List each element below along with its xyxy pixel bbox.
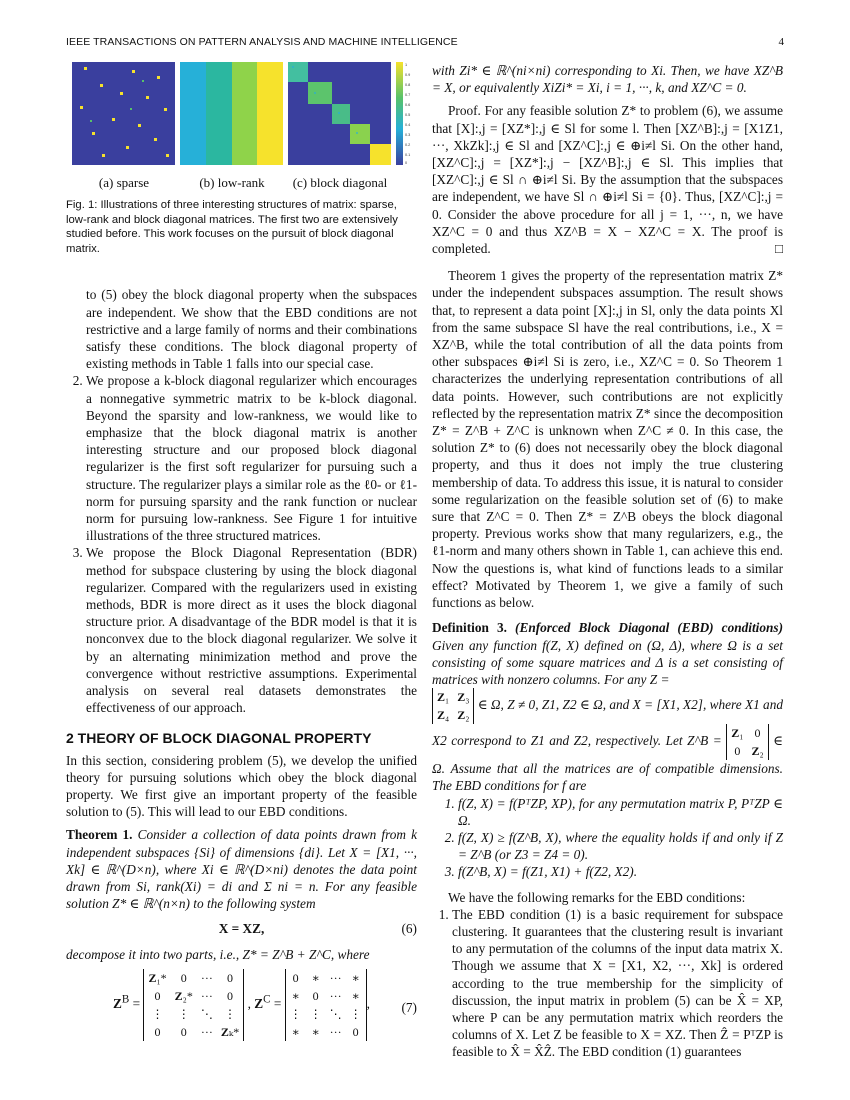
subcaption-sparse: (a) sparse — [98, 175, 150, 190]
matrix-z-blocks: Z₁ Z₃ Z₄ Z₂ — [432, 688, 474, 724]
colorbar-tick: 0.3 — [405, 133, 411, 137]
ebd-condition-1: 1. f(Z, X) = f(PᵀZP, XP), for any permutation matrix P, PᵀZP ∈ Ω. — [458, 795, 783, 829]
remarks-list — [432, 906, 783, 1061]
journal-header: IEEE TRANSACTIONS ON PATTERN ANALYSIS AND MACHINE INTELLIGENCE — [66, 36, 458, 48]
proof-paragraph — [432, 102, 783, 257]
equation-6-body: X = XZ, — [218, 921, 265, 937]
equation-7: $Z^B = Z_1*$ 0 ··· 0 0 Z₂* ··· 0 ⋮ ⋮ ⋱ ⋮ 0 0 ··· Zₖ* , $Z^C = 0$ ∗ ··· ∗ ∗ 0 ··· ∗ ⋮ ⋮ ⋱ ⋮ ∗ ∗ ··· 0, (7) — [113, 970, 417, 1039]
definition-title: (Enforced Block Diagonal (EBD) conditions) — [515, 620, 784, 636]
discussion-paragraph: Theorem 1 gives the property of the representation matrix Z* under the independent subspaces assumption. The result shows that, to represent a data point [X]:,j in Sl, only the data points Xl from the same subspace Sl have the real contributions, i.e., X = XZ^B, while the total contribution of all the data points from other subspaces ⊕i≠l Si is zero, i.e., XZ^C = 0. So Theorem 1 characterizes the underlying representation contributions of all data points. However, such contributions are not explicitly reflected by the representation matrix Z* since the decomposition Z* = Z^B + Z^C is unknown when Z^C ≠ 0. In this case, the solution Z* to (6) does not necessarily obey the block diagonal property, and thus it does not imply the true clustering membership of data. To address this issue, it is natural to consider some regularization on the feasible solution set of (6) to make sure that Z^C = 0. Then Z* = Z^B obeys the block diagonal property. Previous works show that many regularizers, e.g., the ℓ1-norm and many others shown in Table 1, can achieve this end. Now the questions is, what kind of functions leads to a similar effect? Motivated by Theorem 1, we give a family of such functions as below. — [432, 268, 783, 611]
colorbar-tick: 0.1 — [405, 153, 411, 157]
section-intro: In this section, considering problem (5), we develop the unified theory for pursuing solutions which obey the block diagonal property. We first give an important property of the feasible solution to (5). This will lead to our EBD conditions. — [66, 752, 417, 820]
colorbar-tick: 0 — [405, 161, 408, 165]
right-column — [432, 62, 783, 1061]
contribution-list — [66, 372, 417, 716]
colorbar-tick: 0.6 — [405, 103, 411, 107]
figure-1 — [66, 62, 417, 190]
theorem-1 — [66, 826, 417, 912]
definition-text-2: ∈ Ω, Z ≠ 0, Z1, Z2 ∈ Ω, and X = [X1, X2], where X1 and X2 correspond to Z1 and Z2, respectively. Let Z^B = — [432, 697, 783, 749]
colorbar — [396, 62, 418, 165]
contribution-item-2: 2. We propose a k-block diagonal regularizer which encourages a nonnegative symmetric matrix to be k-block diagonal. Beyond the sparsity and low-rankness, we would like to emphasize that the block diagonal matrix is another interesting structure and our proposed block diagonal regularizer is the first soft regularizer for pursuing such a structure. The regularizer plays a similar role as the ℓ0- or ℓ1-norm for pursuing sparsity and the rank function or nuclear norm for pursuing low-rankness. See Figure 1 for intuitive illustrations of the three structured matrices. — [86, 372, 417, 544]
colorbar-tick: 0.5 — [405, 113, 411, 117]
colorbar-tick: 1 — [405, 63, 408, 67]
ebd-conditions — [432, 795, 783, 881]
definition-text-1: Given any function f(Z, X) defined on (Ω, Δ), where Ω is a set consisting of some square matrices and Δ is a set consisting of matrices with nonzero columns. For any Z = — [432, 637, 783, 687]
qed-symbol: □ — [774, 241, 783, 257]
ebd-condition-3: 3. f(Z^B, X) = f(Z1, X1) + f(Z2, X2). — [458, 863, 783, 880]
section-title: 2 THEORY OF BLOCK DIAGONAL PROPERTY — [66, 730, 372, 747]
page-number: 4 — [778, 36, 784, 48]
colorbar-tick: 0.9 — [405, 73, 411, 77]
definition-3 — [432, 619, 783, 688]
remarks-intro: We have the following remarks for the EBD conditions: — [448, 889, 746, 905]
proof-text: Proof. For any feasible solution Z* to problem (6), we assume that [X]:,j = [XZ*]:,j ∈ Sl for some l. Then [XZ^B]:,j = [X1Z1, ···, XkZk]:,j ∈ Sl and [XZ^C]:,j ∈ ⊕i≠l Si. On the other hand, [XZ^C]:,j = [XZ*]:,j − [XZ^B]:,j ∈ Sl. This implies that [XZ^C]:,j ∈ Sl ∩ ⊕i≠l Si. By the assumption that the subspaces are independent, we have Sl ∩ ⊕i≠l Si = {0}. Thus, [XZ^C]:,j = 0. Consider the above procedure for all j = 1, ···, n, we have XZ^C = 0 and thus XZ^B = X − XZ^C = X. The proof is completed. — [432, 103, 783, 257]
colorbar-tick: 0.7 — [405, 93, 411, 97]
theorem-label: Theorem 1. — [66, 827, 133, 843]
figure-caption: Fig. 1: Illustrations of three interesting structures of matrix: sparse, low-rank and block diagonal matrices. The first two are extensively studied before. This work focuses on the pursuit of block diagonal matrix. — [66, 199, 398, 255]
equation-6-number: (6) — [401, 921, 417, 937]
decompose-text: decompose it into two parts, i.e., Z* = Z^B + Z^C, where — [66, 946, 370, 962]
colorbar-tick: 0.8 — [405, 83, 411, 87]
equation-6 — [66, 920, 417, 937]
matrix-zb-blocks: Z₁ 0 0 Z₂ — [726, 724, 768, 760]
matrix-zc: 0 ∗ ··· ∗ ∗ 0 ··· ∗ ⋮ ⋮ ⋱ ⋮ ∗ ∗ ··· 0 — [285, 969, 367, 1041]
definition-label: Definition 3. — [432, 620, 507, 636]
sparse-matrix-plot — [72, 62, 175, 165]
colorbar-tick: 0.4 — [405, 123, 411, 127]
matrix-zb: Z₁* 0 ··· 0 0 Z₂* ··· 0 ⋮ ⋮ ⋱ ⋮ 0 0 ··· Zₖ* — [143, 969, 244, 1041]
subcaption-block-diagonal: (c) block diagonal — [292, 175, 388, 190]
equation-7-number: (7) — [401, 999, 417, 1015]
remark-1: 1. The EBD condition (1) is a basic requirement for subspace clustering. It guarantees that the clustering result is invariant to any permutation of the columns of the input data matrix X. Though we assume that X = [X1, X2, ···, Xk] is ordered according to the true membership for the simplicity of discussion, the input matrix in problem (5) can be X̂ = XP, where P can be any permutation matrix which reorders the columns of X. Let Z be feasible to X = XZ. Then Ẑ = PᵀZP is feasible to X̂ = X̂Ẑ. The EBD condition (1) guarantees — [452, 906, 783, 1061]
contribution-continued: to (5) obey the block diagonal property when the subspaces are independent. We show that the EBD conditions are not restrictive and a large family of norms and their combinations satisfy these conditions. The block diagonal property of existing methods in Table 1 falls into our special case. — [86, 287, 417, 372]
colorbar-tick: 0.2 — [405, 143, 411, 147]
low-rank-matrix-plot — [180, 62, 283, 165]
subcaption-low-rank: (b) low-rank — [199, 175, 265, 190]
definition-text-3: ∈ Ω. Assume that all the matrices are of compatible dimensions. The EBD conditions for f are — [432, 733, 784, 794]
contribution-item-3: 3. We propose the Block Diagonal Representation (BDR) method for subspace clustering by using the block diagonal regularizer. Compared with the regularizers used in existing methods, BDR is more direct as it uses the block diagonal structure prior. A disadvantage of the BDR model is that it is nonconvex due to the block diagonal regularizer. We solve it by an alternating minimization method and prove the convergence without restrictive assumptions. Experimental analysis on several real datasets demonstrates the effectiveness of our approach. — [86, 544, 417, 716]
theorem-text: Consider a collection of data points drawn from k independent subspaces {Si} of dimensions {di}. Let X = [X1, ···, Xk] ∈ ℝ^(D×n), where Xi ∈ ℝ^(D×ni) denotes the data point drawn from Si, rank(Xi) = di and Σ ni = n. For any feasible solution Z* ∈ ℝ^(n×n) to the following system — [66, 827, 417, 912]
block-diagonal-matrix-plot — [288, 62, 391, 165]
ebd-condition-2: 2. f(Z, X) ≥ f(Z^B, X), where the equality holds if and only if Z = Z^B (or Z3 = Z4 = 0). — [458, 829, 783, 863]
theorem-conclusion: with Zi* ∈ ℝ^(ni×ni) corresponding to Xi. Then, we have XZ^B = X, or equivalently XiZi* = Xi, i = 1, ···, k, and XZ^C = 0. — [432, 63, 783, 96]
left-column — [66, 62, 417, 1049]
